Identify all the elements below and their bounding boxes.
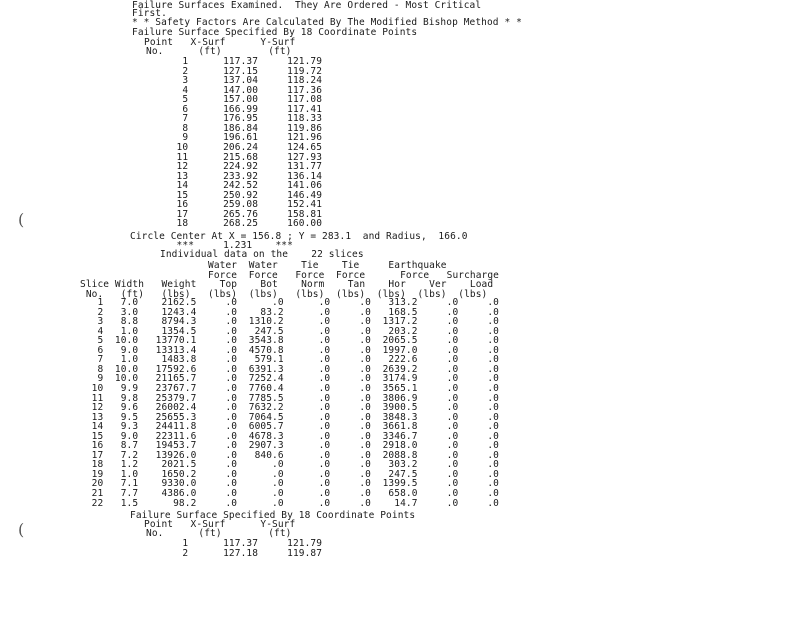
coord-table-header: Point X-Surf Y-Surf (144, 519, 296, 530)
slice-table-row: 2 3.0 1243.4 .0 83.2 .0 .0 168.5 .0 .0 (80, 306, 500, 318)
circle-center-line: Circle Center At X = 156.8 ; Y = 283.1 and Radius, 166.0 (130, 231, 468, 242)
coord-table-units: No. (ft) (ft) (146, 46, 292, 57)
slice-header-line: Water Water Tie Tie Earthquake (80, 260, 447, 271)
margin-mark: ( (18, 520, 25, 539)
slice-table-row: 18 1.2 2021.5 .0 .0 .0 .0 303.2 .0 .0 (80, 459, 500, 471)
coord-table-row: 7 176.95 118.33 (130, 113, 323, 125)
slice-table-row: 9 10.0 21165.7 .0 7252.4 .0 .0 3174.9 .0 .0 (80, 373, 500, 385)
coord-table-row: 3 137.04 118.24 (130, 75, 323, 87)
coord-table-row: 1 117.37 121.79 (130, 56, 323, 67)
slice-table-row: 14 9.3 24411.8 .0 6005.7 .0 .0 3661.8 .0 .0 (80, 421, 500, 433)
coord-table-row: 15 250.92 146.49 (130, 189, 323, 201)
slice-table-row: 13 9.5 25655.3 .0 7064.5 .0 .0 3848.3 .0 .0 (80, 411, 500, 423)
slice-header-line: Force Force Force Force Force Surcharge (80, 269, 500, 281)
slice-table-row: 20 7.1 9330.0 .0 .0 .0 .0 1399.5 .0 .0 (80, 478, 500, 490)
slice-table-row: 3 8.8 8794.3 .0 1310.2 .0 .0 1317.2 .0 .0 (80, 316, 500, 328)
slice-table-row: 6 9.0 13313.4 .0 4570.8 .0 .0 1997.0 .0 .0 (80, 344, 500, 356)
slice-header-line: Slice Width Weight Top Bot Norm Tan Hor Ver Load (80, 279, 494, 290)
coord-table-row: 12 224.92 131.77 (130, 161, 323, 173)
coord-table-row: 4 147.00 117.36 (130, 84, 323, 96)
coord-table-units: No. (ft) (ft) (146, 528, 292, 539)
coord-table-row: 9 196.61 121.96 (130, 132, 323, 144)
slice-table-row: 22 1.5 98.2 .0 .0 .0 .0 14.7 .0 .0 (80, 497, 500, 509)
coord-table-row: 6 166.99 117.41 (130, 103, 323, 115)
coord-table-row: 18 268.25 160.00 (130, 218, 323, 230)
slice-table-row: 12 9.6 26002.4 .0 7632.2 .0 .0 3900.5 .0 .0 (80, 402, 500, 414)
slice-header-line: No. (ft) (lbs) (lbs) (lbs) (lbs) (lbs) (lbs) (lbs) (lbs) (80, 288, 488, 300)
safety-factor-line: *** 1.231 *** (130, 240, 293, 251)
slice-table-row: 11 9.8 25379.7 .0 7785.5 .0 .0 3806.9 .0 .0 (80, 392, 500, 404)
margin-mark: ( (18, 210, 25, 229)
failure-surface-title-2: Failure Surface Specified By 18 Coordinate Points (130, 510, 416, 521)
coord-table-row: 17 265.76 158.81 (130, 208, 323, 220)
slice-table-row: 19 1.0 1650.2 .0 .0 .0 .0 247.5 .0 .0 (80, 468, 500, 480)
slice-table-row: 8 10.0 17592.6 .0 6391.3 .0 .0 2639.2 .0 .0 (80, 363, 500, 375)
slice-table-row: 4 1.0 1354.5 .0 247.5 .0 .0 203.2 .0 .0 (80, 325, 500, 337)
coord-table-header: Point X-Surf Y-Surf (144, 37, 296, 48)
coord-table-row: 8 186.84 119.86 (130, 122, 323, 134)
slice-table-row: 10 9.9 23767.7 .0 7760.4 .0 .0 3565.1 .0 .0 (80, 382, 500, 394)
slice-table-row: 21 7.7 4386.0 .0 .0 .0 .0 658.0 .0 .0 (80, 488, 500, 499)
slice-table-row: 7 1.0 1483.8 .0 579.1 .0 .0 222.6 .0 .0 (80, 354, 500, 366)
coord-table-row: 5 157.00 117.08 (130, 94, 323, 106)
slice-table-row: 16 8.7 19453.7 .0 2907.3 .0 .0 2918.0 .0 .0 (80, 440, 500, 452)
slice-table-row: 1 7.0 2162.5 .0 .0 .0 .0 313.2 .0 .0 (80, 297, 500, 308)
coord-table-row: 2 127.18 119.87 (130, 547, 323, 559)
slice-table-row: 17 7.2 13926.0 .0 840.6 .0 .0 2088.8 .0 .0 (80, 449, 500, 461)
slice-table-title: Individual data on the 22 slices (160, 249, 364, 260)
slice-table-row: 15 9.0 22311.6 .0 4678.3 .0 .0 3346.7 .0 .0 (80, 430, 500, 442)
coord-table-row: 10 206.24 124.65 (130, 141, 323, 153)
coord-table-row: 14 242.52 141.06 (130, 180, 323, 192)
coord-table-row: 11 215.68 127.93 (130, 151, 323, 163)
coord-table-row: 2 127.15 119.72 (130, 65, 323, 77)
coord-table-row: 16 259.08 152.41 (130, 199, 323, 211)
coord-table-row: 13 233.92 136.14 (130, 170, 323, 182)
intro-line-1: Failure Surfaces Examined. They Are Ordered - Most Critical (132, 0, 482, 11)
failure-surface-title-1: Failure Surface Specified By 18 Coordinate Points (132, 27, 418, 38)
method-line: * * Safety Factors Are Calculated By The Modified Bishop Method * * (132, 17, 522, 28)
coord-table-row: 1 117.37 121.79 (130, 538, 323, 549)
intro-line-2: First. (132, 8, 167, 19)
slice-table-row: 5 10.0 13770.1 .0 3543.8 .0 .0 2065.5 .0 .0 (80, 335, 500, 347)
